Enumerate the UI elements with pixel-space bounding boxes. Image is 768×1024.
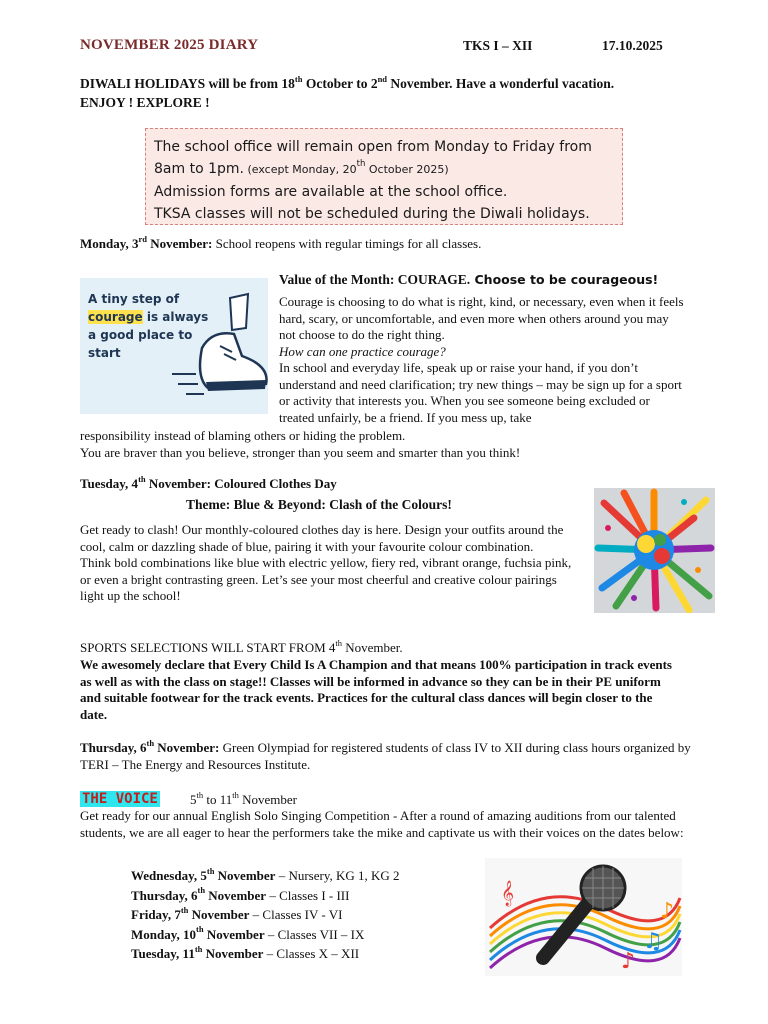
courage-image	[80, 278, 268, 414]
svg-text:𝄞: 𝄞	[501, 881, 515, 906]
paint-splash-icon	[594, 488, 715, 613]
svg-text:♪: ♪	[660, 899, 675, 924]
thursday-olympiad: Thursday, 6th November: Green Olympiad for registered students of class IV to XII during class hours organized by TERI – The Energy and Resources Institute.	[80, 737, 691, 772]
voice-description: Get ready for our annual English Solo Singing Competition - After a round of amazing auditions from our talented students, we are all eager to hear the performers take the mike and captivate us with their voices on the dates below:	[80, 808, 684, 840]
schedule-row: Monday, 10th November – Classes VII – IX	[131, 924, 365, 942]
schedule-row: Thursday, 6th November – Classes I - III	[131, 885, 350, 903]
schedule-row: Tuesday, 11th November – Classes X – XII	[131, 943, 360, 961]
office-notice-box	[145, 128, 623, 225]
schedule-row: Friday, 7th November – Classes IV - VI	[131, 904, 343, 922]
champion-declaration: We awesomely declare that Every Child Is A Champion and that means 100% participation in track events as well as with the class on stage!! Classes will be informed in advance so they can be in their PE uniform and suitable footwear for the track events. Practices for the cultural class dances will begin closer to the date.	[80, 657, 672, 722]
colour-splash-image	[594, 488, 715, 613]
diwali-announcement: DIWALI HOLIDAYS will be from 18th October to 2nd November. Have a wonderful vacation. ENJOY ! EXPLORE !	[80, 73, 615, 110]
voice-dates: 5th to 11th November	[190, 789, 298, 807]
courage-paragraph-1: Courage is choosing to do what is right, kind, or necessary, even when it feels hard, scary, or uncomfortable, and even more when others around you may not choose to do the right thing.	[279, 294, 684, 342]
courage-closing: You are braver than you believe, stronger than you seem and smarter than you think!	[80, 444, 521, 460]
value-of-month-heading: Value of the Month: COURAGE. Choose to be courageous!	[279, 272, 659, 287]
notice-line-2: 8am to 1pm. (except Monday, 20th October 2025)	[154, 159, 449, 177]
enjoy-explore: ENJOY ! EXPLORE !	[80, 95, 210, 110]
courage-image-text: A tiny step of courage is always a good place to start	[88, 292, 209, 360]
microphone-image	[485, 858, 682, 976]
sports-selections: SPORTS SELECTIONS WILL START FROM 4th November.	[80, 637, 403, 655]
voice-schedule	[131, 866, 481, 964]
class-range: TKS I – XII	[463, 38, 533, 53]
colour-paragraph-2: Think bold combinations like blue with electric yellow, fiery red, vibrant orange, fuchsia pink, or even a bright contrasting green. Let’s see your most cheerful and creative colour pairings light up the school!	[80, 555, 572, 603]
svg-text:♪: ♪	[621, 949, 636, 974]
svg-text:♫: ♫	[643, 929, 663, 954]
notice-line-3: Admission forms are available at the school office.	[154, 184, 508, 200]
microphone-icon	[485, 858, 682, 976]
courage-paragraph-2: In school and everyday life, speak up or raise your hand, if you don’t understand and need clarification; try new things – may be sign up for a sport or activity that interests you. When you see someone being excluded or treated unfairly, be a friend. If you mess up, take	[279, 360, 682, 425]
tuesday-heading: Tuesday, 4th November: Coloured Clothes Day	[80, 473, 337, 491]
notice-line-1: The school office will remain open from Monday to Friday from	[154, 139, 592, 155]
sneaker-icon	[80, 278, 268, 414]
notice-line-4: TKSA classes will not be scheduled during the Diwali holidays.	[154, 206, 590, 222]
diary-date: 17.10.2025	[602, 38, 663, 53]
colour-day-body	[80, 522, 580, 605]
courage-question: How can one practice courage?	[279, 343, 446, 359]
the-voice-label: THE VOICE	[82, 791, 158, 807]
monday-reopen: Monday, 3rd November: School reopens with regular timings for all classes.	[80, 233, 482, 251]
colour-paragraph-1: Get ready to clash! Our monthly-coloured clothes day is here. Design your outfits around the cool, calm or dazzling shade of blue, pairing it with your favourite colour combination.	[80, 522, 564, 554]
schedule-row: Wednesday, 5th November – Nursery, KG 1, KG 2	[131, 865, 400, 883]
colour-theme: Theme: Blue & Beyond: Clash of the Colours!	[186, 497, 452, 512]
diary-title: NOVEMBER 2025 DIARY	[80, 37, 259, 53]
courage-body	[279, 294, 687, 426]
courage-tail: responsibility instead of blaming others or hiding the problem. You are braver than you believe, stronger than you seem and smarter than you think!	[80, 428, 700, 461]
